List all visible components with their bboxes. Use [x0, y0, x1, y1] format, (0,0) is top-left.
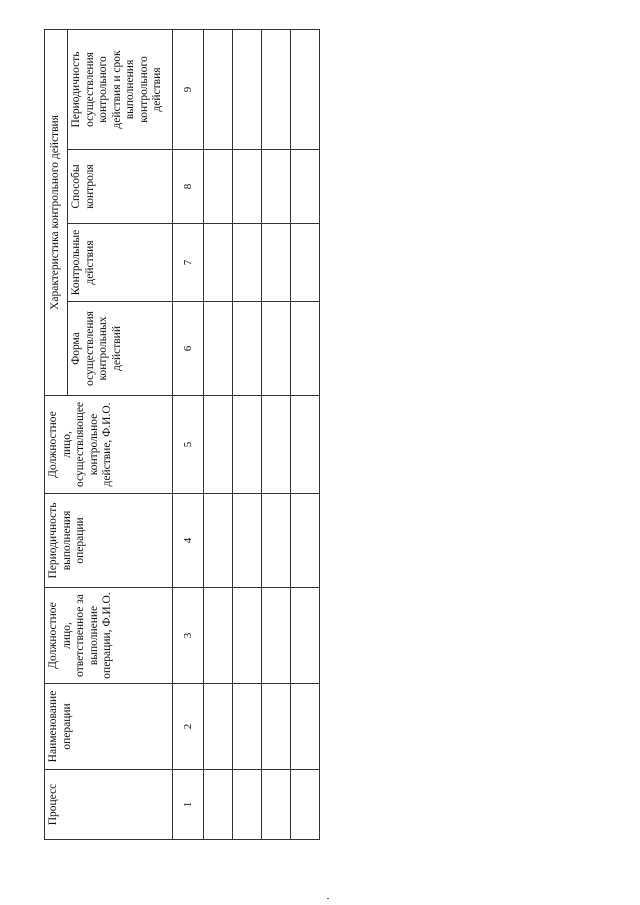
table-cell [204, 684, 233, 770]
column-number: 7 [173, 224, 204, 302]
table-cell [291, 224, 320, 302]
col-header-operation-name: Наименование операции [45, 684, 173, 770]
table-row [291, 29, 320, 839]
column-number: 5 [173, 396, 204, 494]
rotated-table-container [44, 30, 320, 840]
table-cell [262, 588, 291, 684]
table-cell [291, 588, 320, 684]
table-cell [291, 494, 320, 588]
table-cell [291, 770, 320, 840]
col-header-operation-frequency: Периодичность выполнения операции [45, 494, 173, 588]
table-cell [262, 29, 291, 149]
table-row [233, 29, 262, 839]
table-cell [262, 302, 291, 396]
col-header-responsible-person: Должностное лицо, ответственное за выполнение операции, Ф.И.О. [45, 588, 173, 684]
control-actions-table [44, 29, 320, 840]
table-cell [262, 150, 291, 224]
column-number: 1 [173, 770, 204, 840]
table-cell [262, 224, 291, 302]
column-number: 8 [173, 150, 204, 224]
column-number: 3 [173, 588, 204, 684]
table-row [262, 29, 291, 839]
column-number: 9 [173, 29, 204, 149]
table-cell [262, 494, 291, 588]
col-header-control-form: Форма осуществления контрольных действий [68, 302, 173, 396]
table-cell [204, 150, 233, 224]
col-header-controlling-person: Должностное лицо, осуществляющее контрольное действие, Ф.И.О. [45, 396, 173, 494]
table-cell [233, 684, 262, 770]
table-cell [262, 770, 291, 840]
group-header-control-characteristics: Характеристика контрольного действия [45, 29, 68, 395]
col-header-process: Процесс [45, 770, 173, 840]
table-cell [291, 396, 320, 494]
table-cell [233, 396, 262, 494]
table-cell [233, 494, 262, 588]
column-number: 2 [173, 684, 204, 770]
col-header-control-methods: Способы контроля [68, 150, 173, 224]
table-cell [204, 494, 233, 588]
table-cell [233, 224, 262, 302]
table-row [204, 29, 233, 839]
table-cell [233, 588, 262, 684]
column-number-row [173, 29, 204, 839]
table-cell [233, 302, 262, 396]
table-cell [291, 150, 320, 224]
table-cell [262, 396, 291, 494]
table-cell [233, 29, 262, 149]
table-cell [233, 150, 262, 224]
page-mark [327, 898, 329, 899]
table-cell [291, 302, 320, 396]
table-cell [262, 684, 291, 770]
table-cell [291, 29, 320, 149]
col-header-control-actions: Контрольные действия [68, 224, 173, 302]
col-header-control-frequency-deadline: Периодичность осуществления контрольного действия и срок выполнения контрольного действия [68, 29, 173, 149]
column-number: 6 [173, 302, 204, 396]
table-cell [204, 302, 233, 396]
table-cell [204, 770, 233, 840]
column-number: 4 [173, 494, 204, 588]
table-cell [204, 29, 233, 149]
table-cell [233, 770, 262, 840]
table-cell [204, 588, 233, 684]
table-cell [291, 684, 320, 770]
table-cell [204, 396, 233, 494]
table-cell [204, 224, 233, 302]
